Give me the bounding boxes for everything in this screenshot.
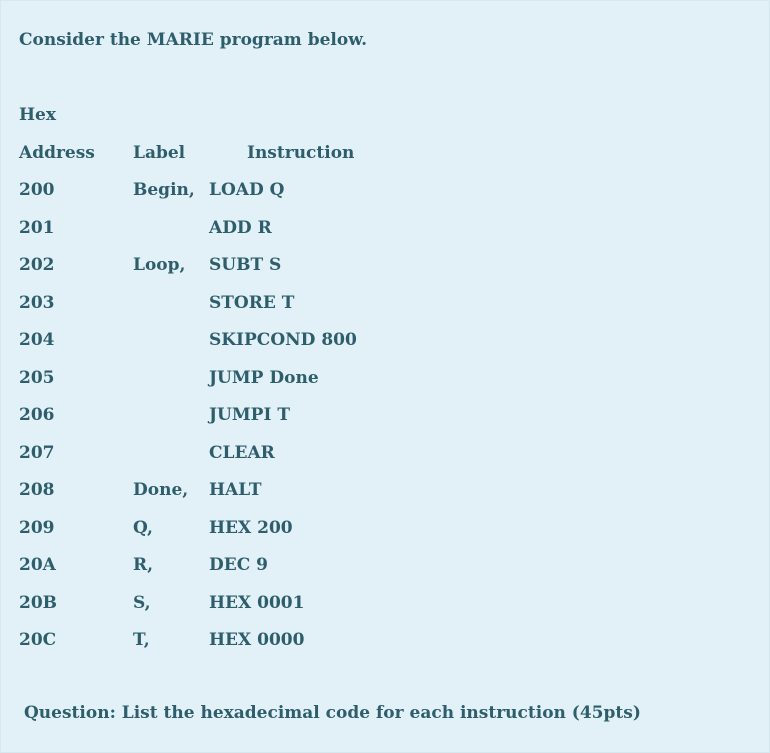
program-row <box>1 330 769 354</box>
program-row <box>1 443 769 467</box>
row-instruction: CLEAR <box>209 443 275 463</box>
row-label: Done, <box>133 480 189 500</box>
intro-text: Consider the MARIE program below. <box>19 30 368 50</box>
row-address: 20B <box>19 593 58 613</box>
program-row <box>1 518 769 542</box>
row-address: 209 <box>19 518 55 538</box>
row-label: Q, <box>133 518 153 538</box>
row-label: S, <box>133 593 151 613</box>
row-label: Loop, <box>133 255 186 275</box>
row-address: 205 <box>19 368 55 388</box>
row-address: 202 <box>19 255 55 275</box>
row-instruction: HEX 200 <box>209 518 293 538</box>
row-instruction: HALT <box>209 480 262 500</box>
header-address: Address <box>19 143 95 163</box>
header-label: Label <box>133 143 186 163</box>
row-instruction: DEC 9 <box>209 555 268 575</box>
row-instruction: JUMPI T <box>209 405 290 425</box>
program-row <box>1 218 769 242</box>
program-row <box>1 593 769 617</box>
program-row <box>1 293 769 317</box>
question-text: Question: List the hexadecimal code for each instruction (45pts) <box>24 703 641 723</box>
row-instruction: JUMP Done <box>209 368 319 388</box>
row-address: 20A <box>19 555 56 575</box>
row-instruction: STORE T <box>209 293 295 313</box>
header-hex: Hex <box>19 105 57 125</box>
program-row <box>1 630 769 654</box>
row-address: 204 <box>19 330 55 350</box>
program-row <box>1 255 769 279</box>
program-row <box>1 480 769 504</box>
row-address: 206 <box>19 405 55 425</box>
row-address: 203 <box>19 293 55 313</box>
program-row <box>1 368 769 392</box>
row-instruction: ADD R <box>209 218 272 238</box>
row-label: R, <box>133 555 154 575</box>
program-row <box>1 180 769 204</box>
row-address: 200 <box>19 180 55 200</box>
row-instruction: LOAD Q <box>209 180 285 200</box>
row-address: 201 <box>19 218 55 238</box>
row-address: 207 <box>19 443 55 463</box>
program-row <box>1 555 769 579</box>
row-address: 20C <box>19 630 57 650</box>
row-instruction: SKIPCOND 800 <box>209 330 357 350</box>
row-label: Begin, <box>133 180 195 200</box>
row-label: T, <box>133 630 150 650</box>
row-instruction: SUBT S <box>209 255 282 275</box>
row-instruction: HEX 0000 <box>209 630 305 650</box>
row-instruction: HEX 0001 <box>209 593 305 613</box>
row-address: 208 <box>19 480 55 500</box>
header-instruction: Instruction <box>247 143 355 163</box>
program-row <box>1 405 769 429</box>
